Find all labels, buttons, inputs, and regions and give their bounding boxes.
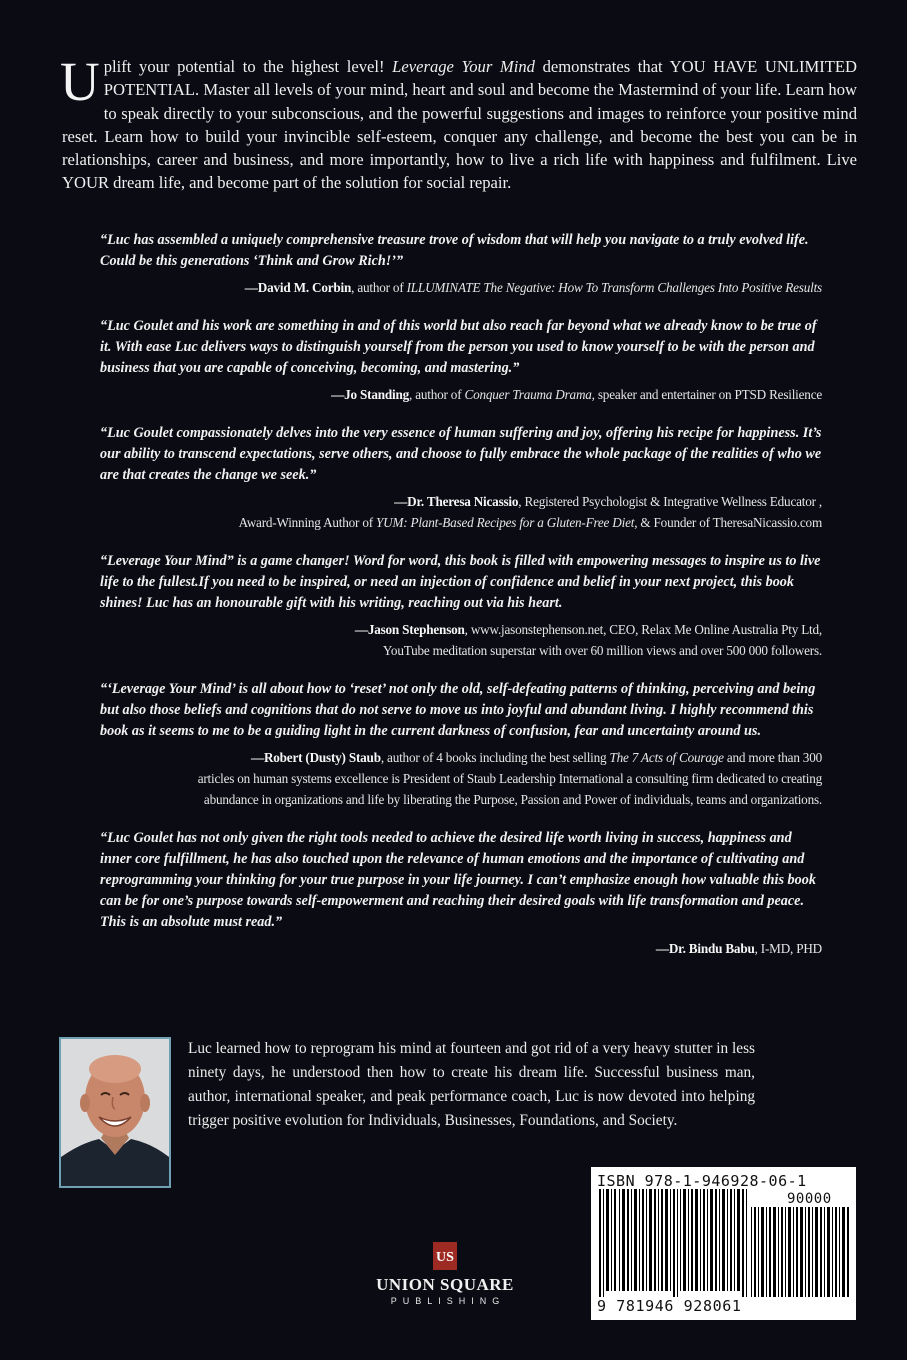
author-photo: [59, 1037, 171, 1188]
attribution-work-title: The 7 Acts of Courage: [609, 750, 724, 765]
testimonial: [100, 230, 822, 298]
attribution-detail: abundance in organizations and life by liberating the Purpose, Passion and Power of individuals, teams and organizations.: [203, 792, 822, 807]
testimonial-quote: “Luc has assembled a uniquely comprehensive treasure trove of wisdom that will help you navigate to a truly evolved life. Could be this generations ‘Think and Grow Rich!’”: [100, 232, 809, 269]
testimonial-quote: “Luc Goulet and his work are something in and of this world but also reach far beyond what we already know to be true of it. With ease Luc delivers ways to distinguish yourself from the person you used to know yourself to be with the person and business that you are capable of conceiving, becoming, and mastering.”: [100, 318, 817, 376]
drop-cap: U: [60, 51, 100, 112]
attribution-detail: , www.jasonstephenson.net, CEO, Relax Me Online Australia Pty Ltd,: [464, 622, 822, 637]
testimonial-attribution: [100, 277, 822, 298]
svg-text:US: US: [436, 1250, 454, 1265]
testimonial-quote: “Leverage Your Mind” is a game changer! Word for word, this book is filled with empowering messages to inspire us to live life to the fullest.If you need to be inspired, or need an injection of confidence and belief in your next project, this book shines! Luc has an honourable gift with his writing, reaching out via his heart.: [100, 553, 821, 611]
testimonial: [100, 679, 822, 810]
intro-text-2: demonstrates that YOU HAVE UNLIMITED POTENTIAL. Master all levels of your mind, heart and soul and become the Mastermind of your life. Learn how to speak directly to your subconscious, and the powerful suggestions and images to reinforce your positive mind reset. Learn how to build your invincible self-esteem, conquer any challenge, and become the best you can be in relationships, career and business, and more importantly, how to live a rich life with happiness and fulfilment. Live YOUR dream life, and become part of the solution for social repair.: [62, 57, 857, 193]
publisher-subtitle: PUBLISHING: [390, 1296, 506, 1306]
attribution-detail: , author of: [409, 387, 465, 402]
testimonial-attribution: [100, 619, 822, 661]
testimonial: [100, 828, 822, 959]
intro-text-1: plift your potential to the highest level!: [103, 57, 393, 76]
publisher-logo: [360, 1241, 530, 1307]
isbn-number: ISBN 978-1-946928-06-1: [597, 1172, 807, 1190]
testimonial-attribution: [100, 384, 822, 405]
attribution-work-title: Conquer Trauma Drama: [464, 387, 592, 402]
attribution-name: —Jason Stephenson: [354, 622, 465, 637]
testimonial-quote: “Luc Goulet has not only given the right tools needed to achieve the desired life worth living in success, happiness and inner core fulfillment, he has also touched upon the relevance of human emotions and the importance of cultivating and reprogramming your thinking for your true purpose in your life journey. I can’t emphasize enough how valuable this book can be for one’s purpose towards self-empowerment and reaching their desired goals with life transformation and peace. This is an absolute must read.”: [100, 830, 816, 930]
attribution-detail: , Registered Psychologist & Integrative Wellness Educator ,: [518, 494, 822, 509]
testimonial-attribution: [100, 491, 822, 533]
testimonial: [100, 316, 822, 405]
testimonial-attribution: [100, 938, 822, 959]
attribution-name: —David M. Corbin: [244, 280, 352, 295]
attribution-detail: and more than 300: [723, 750, 822, 765]
attribution-detail: articles on human systems excellence is President of Staub Leadership International a consulting firm dedicated to creating: [197, 771, 822, 786]
price-code: 90000: [787, 1191, 832, 1207]
testimonial-quote: “Luc Goulet compassionately delves into the very essence of human suffering and joy, offering his recipe for happiness. It’s our ability to transcend expectations, serve others, and choose to fully embrace the whole package of the realities of who we are that creates the change we seek.”: [100, 425, 822, 483]
isbn-barcode: [591, 1167, 856, 1320]
attribution-detail: YouTube meditation superstar with over 60 million views and over 500 000 followers.: [382, 643, 822, 658]
attribution-name: —Jo Standing: [331, 387, 410, 402]
testimonial: [100, 423, 822, 533]
attribution-work-title: YUM: Plant-Based Recipes for a Gluten-Free Diet: [376, 515, 635, 530]
attribution-work-title: ILLUMINATE The Negative: How To Transform Challenges Into Positive Results: [406, 280, 822, 295]
union-square-logo-icon: [432, 1241, 458, 1271]
attribution-detail: , speaker and entertainer on PTSD Resilience: [591, 387, 822, 402]
testimonial-attribution: [100, 747, 822, 810]
ean-digits: 9 781946 928061: [597, 1297, 742, 1315]
attribution-detail: , & Founder of TheresaNicassio.com: [634, 515, 822, 530]
author-portrait-icon: [61, 1039, 169, 1186]
attribution-name: —Dr. Bindu Babu: [655, 941, 755, 956]
attribution-detail: Award-Winning Author of: [238, 515, 377, 530]
attribution-detail: , author of 4 books including the best selling: [380, 750, 610, 765]
attribution-name: —Dr. Theresa Nicassio: [394, 494, 519, 509]
testimonial-quote: “‘Leverage Your Mind’ is all about how to ‘reset’ not only the old, self-defeating patterns of thinking, perceiving and being but also those beliefs and cognitions that do not serve to move us into joyful and abundant living. I highly recommend this book as it seems to me to be a guiding light in the current darkness of confusion, fear and uncertainty around us.: [100, 681, 816, 739]
intro-paragraph: [60, 51, 857, 195]
attribution-name: —Robert (Dusty) Staub: [250, 750, 381, 765]
intro-book-title: Leverage Your Mind: [392, 57, 535, 76]
publisher-name: UNION SQUARE: [376, 1275, 514, 1294]
testimonials: [100, 230, 822, 977]
testimonial: [100, 551, 822, 661]
author-bio: Luc learned how to reprogram his mind at fourteen and got rid of a very heavy stutter in less ninety days, he understood then how to create his dream life. Successful business man, author, international speaker, and peak performance coach, Luc is now devoted into helping trigger positive evolution for Individuals, Businesses, Foundations, and Society.: [188, 1040, 755, 1129]
attribution-detail: , I-MD, PHD: [754, 941, 822, 956]
attribution-detail: , author of: [351, 280, 407, 295]
